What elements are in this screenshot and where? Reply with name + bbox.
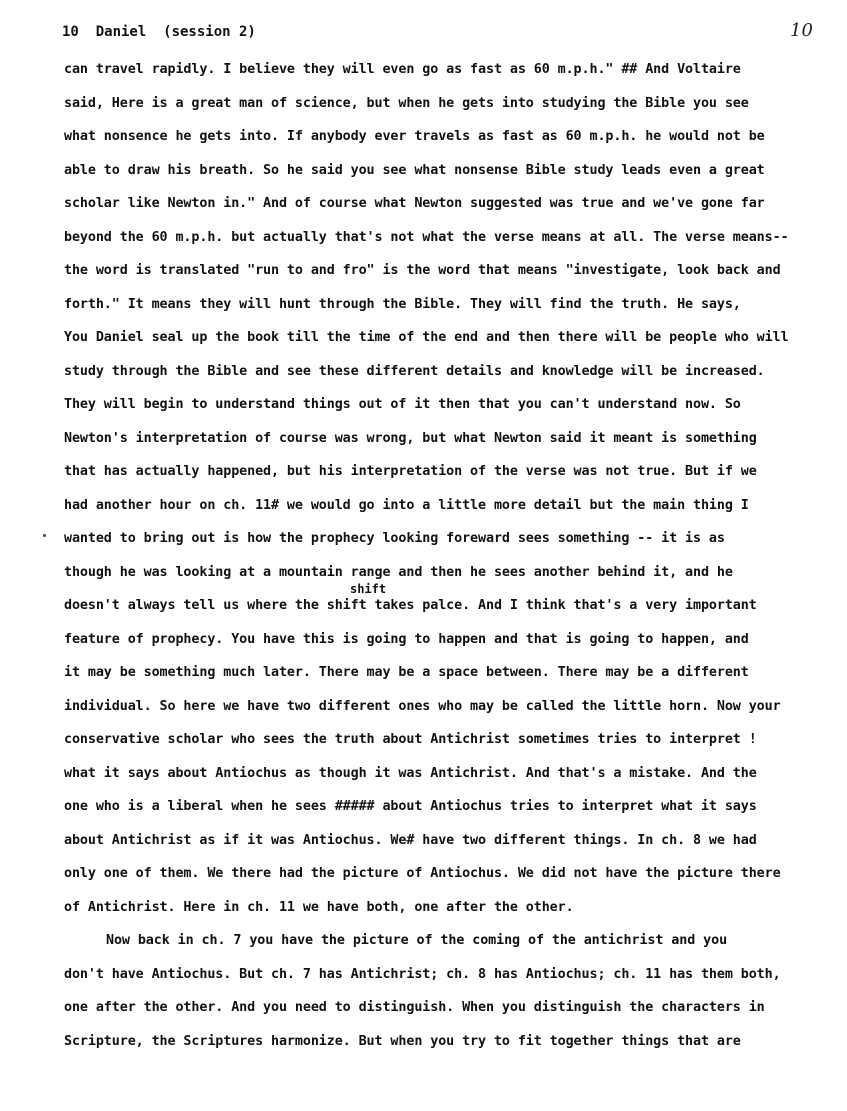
text-line: of Antichrist. Here in ch. 11 we have both, one after the other.: [64, 899, 574, 915]
text-line: one who is a liberal when he sees ##### about Antiochus tries to interpret what it says: [64, 799, 757, 814]
text-line: beyond the 60 m.p.h. but actually that's not what the verse means at all. The verse means--: [64, 229, 789, 245]
text-line: one after the other. And you need to distinguish. When you distinguish the characters in: [64, 1000, 765, 1015]
text-line: scholar like Newton in." And of course what Newton suggested was true and we've gone far: [64, 196, 765, 211]
text-line: individual. So here we have two different ones who may be called the little horn. Now your: [64, 698, 781, 714]
text-line: forth." It means they will hunt through the Bible. They will find the truth. He says,: [64, 296, 741, 312]
text-line: what it says about Antiochus as though it was Antichrist. And that's a mistake. And the: [64, 765, 757, 781]
text-line: able to draw his breath. So he said you see what nonsense Bible study leads even a great: [64, 162, 765, 178]
text-line: what nonsence he gets into. If anybody ever travels as fast as 60 m.p.h. he would not be: [64, 129, 765, 144]
running-header: 10 Daniel (session 2): [62, 24, 256, 40]
interlinear-correction: shift: [350, 582, 387, 596]
body-text: [64, 57, 834, 1062]
text-line: Newton's interpretation of course was wrong, but what Newton said it meant is something: [64, 430, 757, 446]
text-line: though he was looking at a mountain range and then he sees another behind it, and he: [64, 564, 733, 580]
paragraph-first-line: Now back in ch. 7 you have the picture of the coming of the antichrist and you: [106, 933, 728, 948]
text-line: You Daniel seal up the book till the time of the end and then there will be people who will: [64, 330, 789, 345]
text-line: doesn't always tell us where the shift takes palce. And I think that's a very important: [64, 598, 757, 613]
text-line: study through the Bible and see these different details and knowledge will be increased.: [64, 363, 765, 379]
text-line: can travel rapidly. I believe they will even go as fast as 60 m.p.h." ## And Voltaire: [64, 62, 741, 77]
text-line: don't have Antiochus. But ch. 7 has Antichrist; ch. 8 has Antiochus; ch. 11 has them both,: [64, 966, 781, 982]
text-line: only one of them. We there had the picture of Antiochus. We did not have the picture there: [64, 866, 781, 881]
text-line: had another hour on ch. 11# we would go into a little more detail but the main thing I: [64, 497, 749, 513]
text-line: it may be something much later. There may be a space between. There may be a different: [64, 665, 749, 680]
text-line: the word is translated "run to and fro" is the word that means "investigate, look back and: [64, 263, 781, 278]
text-line: feature of prophecy. You have this is going to happen and that is going to happen, and: [64, 631, 749, 647]
handwritten-page-number: 10: [790, 20, 813, 41]
text-line: They will begin to understand things out of it then that you can't understand now. So: [64, 397, 741, 412]
text-line: conservative scholar who sees the truth about Antichrist sometimes tries to interpret !: [64, 732, 757, 747]
text-line: wanted to bring out is how the prophecy looking foreward sees something -- it is as: [64, 531, 725, 546]
text-line: said, Here is a great man of science, but when he gets into studying the Bible you see: [64, 95, 749, 111]
text-line: that has actually happened, but his interpretation of the verse was not true. But if we: [64, 464, 757, 479]
text-line: about Antichrist as if it was Antiochus. We# have two different things. In ch. 8 we had: [64, 832, 757, 848]
text-line: Scripture, the Scriptures harmonize. But when you try to fit together things that are: [64, 1033, 741, 1049]
margin-mark: [43, 534, 46, 537]
